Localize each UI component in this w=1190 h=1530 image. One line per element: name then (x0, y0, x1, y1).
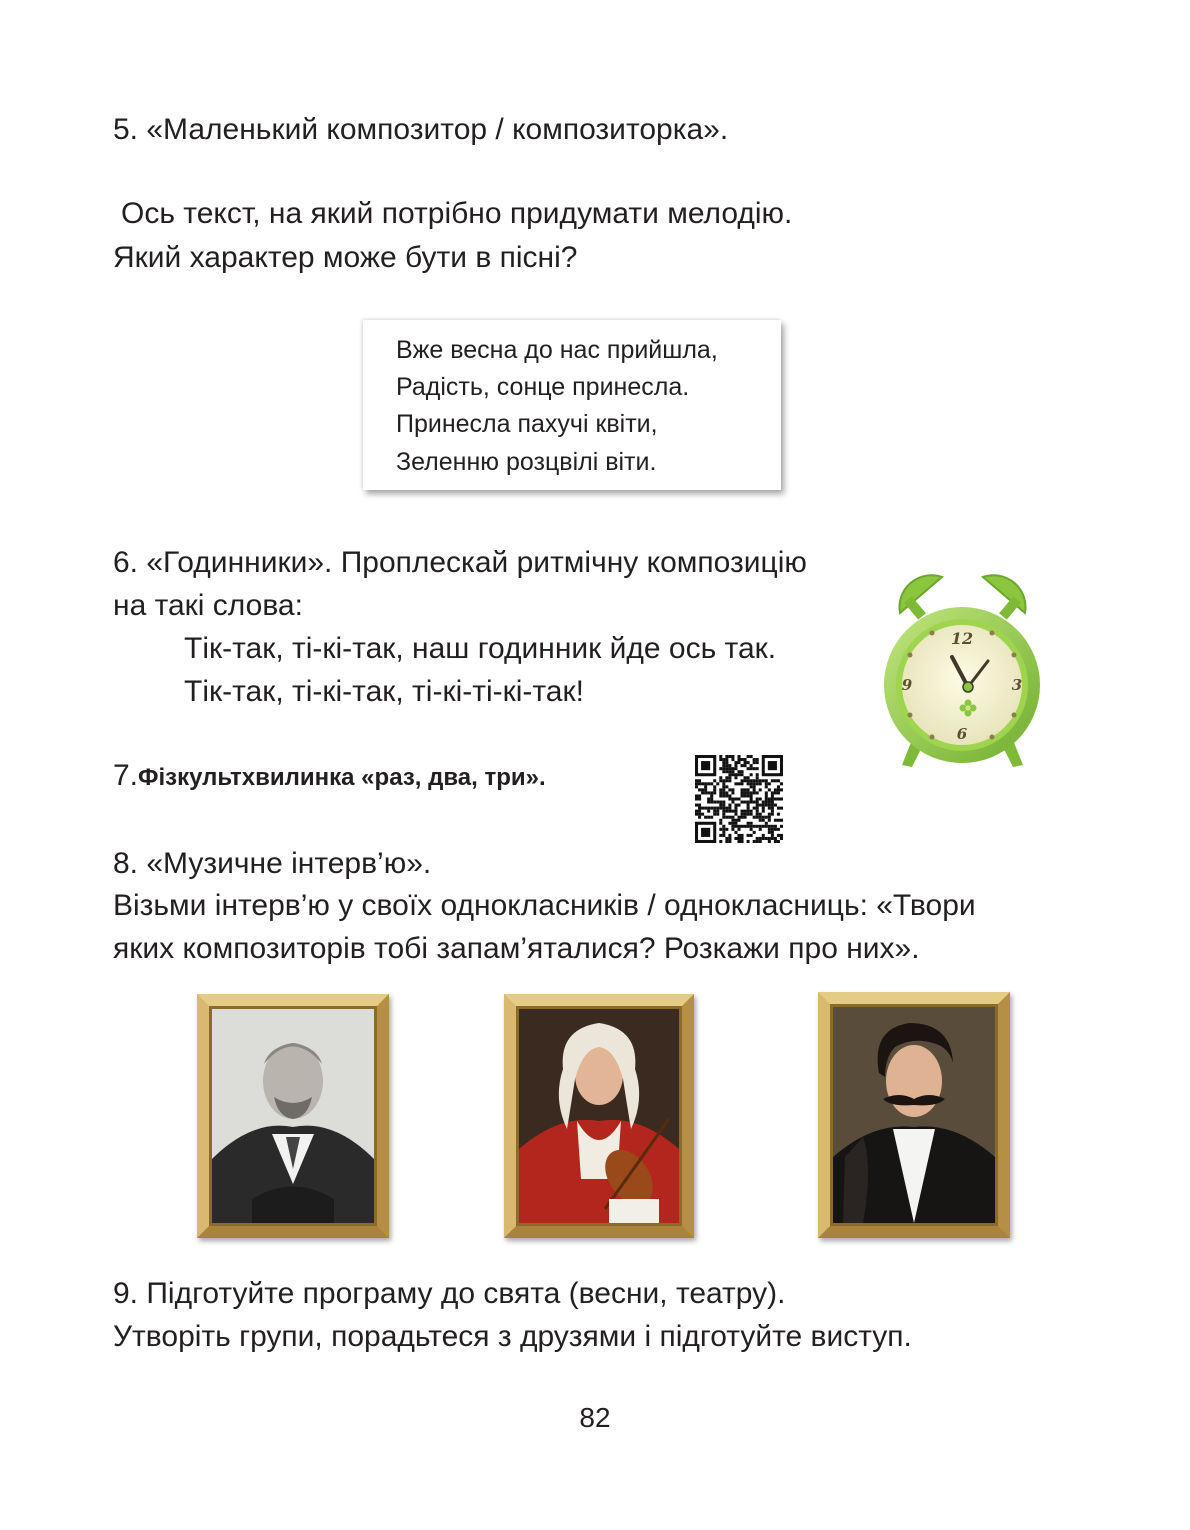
portrait-3-image (833, 1007, 995, 1223)
poem-line: Зеленню розцвілі віти. (396, 448, 657, 476)
task5-intro-line1: Ось текст, на який потрібно придумати мелодію. (121, 197, 793, 230)
portrait-1-image (212, 1009, 374, 1223)
task7-line (113, 758, 546, 796)
clock-number-9: 9 (901, 676, 913, 694)
portrait-frame-1 (197, 994, 389, 1238)
clock-number-3: 3 (1011, 676, 1023, 694)
qr-code-icon[interactable] (695, 755, 783, 843)
task6-line2: на такі слова: (113, 589, 303, 622)
task8-line3: яких композиторів тобі запам’яталися? Розкажи про них». (113, 932, 920, 965)
poem-box (363, 320, 781, 490)
task5-heading: 5. «Маленький композитор / композиторка». (113, 113, 729, 146)
poem-line: Вже весна до нас прийшла, (396, 336, 718, 364)
task9-line2: Утворіть групи, порадьтеся з друзями і підготуйте виступ. (113, 1320, 912, 1353)
task9-line1: 9. Підготуйте програму до свята (весни, театру). (113, 1277, 786, 1310)
portrait-2-image (519, 1009, 679, 1223)
task8-line2: Візьми інтерв’ю у своїх однокласників / однокласниць: «Твори (113, 889, 976, 922)
task7-number: 7. (113, 759, 139, 792)
poem-line: Радість, сонце принесла. (396, 373, 690, 401)
task6-chant1: Тік-так, ті-кі-так, наш годинник йде ось так. (184, 632, 777, 665)
poem-line: Принесла пахучі квіти, (396, 410, 658, 438)
task6-chant2: Тік-так, ті-кі-так, ті-кі-ті-кі-так! (184, 675, 584, 708)
task5-intro-line2: Який характер може бути в пісні? (113, 241, 578, 274)
task6-line1: 6. «Годинники». Проплескай ритмічну композицію (113, 546, 807, 579)
clock-number-6: 6 (956, 725, 968, 743)
task8-line1: 8. «Музичне інтерв’ю». (113, 847, 432, 880)
portrait-2 (516, 1006, 682, 1226)
page-number: 82 (579, 1402, 611, 1433)
task7-title: Фізкультхвилинка «раз, два, три». (138, 764, 546, 791)
clock-number-12: 12 (950, 629, 974, 648)
portrait-frame-2 (504, 994, 694, 1238)
portrait-3 (830, 1004, 998, 1226)
alarm-clock-icon (880, 565, 1045, 775)
portrait-frame-3 (818, 992, 1010, 1238)
portrait-1 (209, 1006, 377, 1226)
